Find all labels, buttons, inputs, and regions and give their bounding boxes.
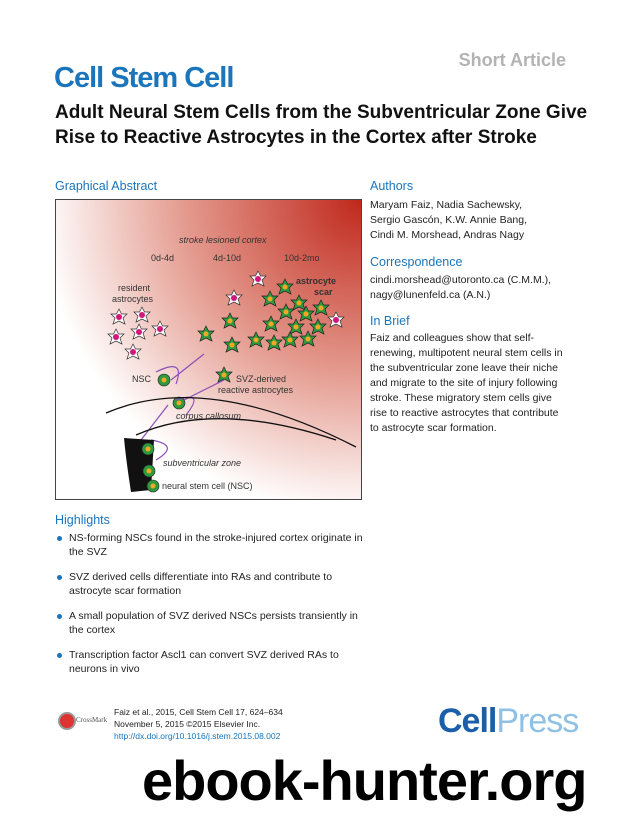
graphical-abstract-heading: Graphical Abstract bbox=[55, 179, 158, 193]
label-t1: 0d-4d bbox=[151, 253, 175, 263]
article-type: Short Article bbox=[458, 50, 566, 70]
highlight-item: A small population of SVZ derived NSCs persists transiently in the cortex bbox=[55, 609, 369, 637]
authors-names: Maryam Faiz, Nadia Sachewsky, Sergio Gascón, K.W. Annie Bang, Cindi M. Morshead, Andras Nagy bbox=[370, 199, 528, 241]
label-nsc-full: neural stem cell (NSC) bbox=[162, 481, 253, 491]
footer-citation bbox=[114, 706, 283, 742]
label-scar2: scar bbox=[314, 287, 333, 297]
in-brief-text: Faiz and colleagues show that self-renewing, multipotent neural stem cells in the subventricular zone leave their niche and migrate to the site of injury following stroke. These migratory stem cells give rise to reactive astrocytes that contribute to astrocyte scar formation. bbox=[370, 332, 563, 434]
cellpress-logo-b: Press bbox=[496, 702, 579, 740]
highlight-item: SVZ derived cells differentiate into RAs and contribute to astrocyte scar formation bbox=[55, 570, 369, 598]
highlights-heading: Highlights bbox=[55, 513, 110, 527]
label-svz2: reactive astrocytes bbox=[218, 385, 294, 395]
label-t2: 4d-10d bbox=[213, 253, 242, 263]
label-cc: corpus callosum bbox=[176, 411, 242, 421]
cellpress-logo bbox=[438, 702, 578, 740]
highlight-item: Transcription factor Ascl1 can convert SVZ derived RAs to neurons in vivo bbox=[55, 648, 369, 676]
correspondence-heading: Correspondence bbox=[370, 255, 463, 269]
label-resident: resident bbox=[118, 283, 151, 293]
cellpress-logo-a: Cell bbox=[438, 702, 497, 740]
citation: Faiz et al., 2015, Cell Stem Cell 17, 624–634 bbox=[114, 707, 283, 717]
journal-logo: Cell Stem Cell bbox=[54, 62, 234, 94]
label-svz: subventricular zone bbox=[163, 458, 242, 468]
authors-heading: Authors bbox=[370, 179, 414, 193]
email-2[interactable]: nagy@lunenfeld.ca (A.N.) bbox=[370, 289, 491, 301]
watermark: ebook-hunter.org bbox=[142, 749, 587, 812]
label-svz1: SVZ-derived bbox=[236, 374, 287, 384]
in-brief-heading: In Brief bbox=[370, 314, 410, 328]
publication-date: November 5, 2015 ©2015 Elsevier Inc. bbox=[114, 719, 261, 729]
label-astrocytes: astrocytes bbox=[112, 294, 154, 304]
article-title: Adult Neural Stem Cells from the Subventricular Zone Give Rise to Reactive Astrocytes in the Cortex after Stroke bbox=[55, 102, 588, 148]
graphical-abstract bbox=[55, 199, 362, 500]
crossmark-icon[interactable] bbox=[58, 712, 76, 730]
label-nsc: NSC bbox=[132, 374, 152, 384]
email-1[interactable]: cindi.morshead@utoronto.ca (C.M.M.), bbox=[370, 274, 552, 286]
doi-link[interactable]: http://dx.doi.org/10.1016/j.stem.2015.08.002 bbox=[114, 731, 281, 741]
crossmark-label: CrossMark bbox=[76, 716, 108, 724]
label-scar1: astrocyte bbox=[296, 276, 337, 286]
highlight-item: NS-forming NSCs found in the stroke-injured cortex originate in the SVZ bbox=[55, 531, 369, 559]
label-t3: 10d-2mo bbox=[284, 253, 320, 263]
label-cortex: stroke lesioned cortex bbox=[179, 235, 267, 245]
